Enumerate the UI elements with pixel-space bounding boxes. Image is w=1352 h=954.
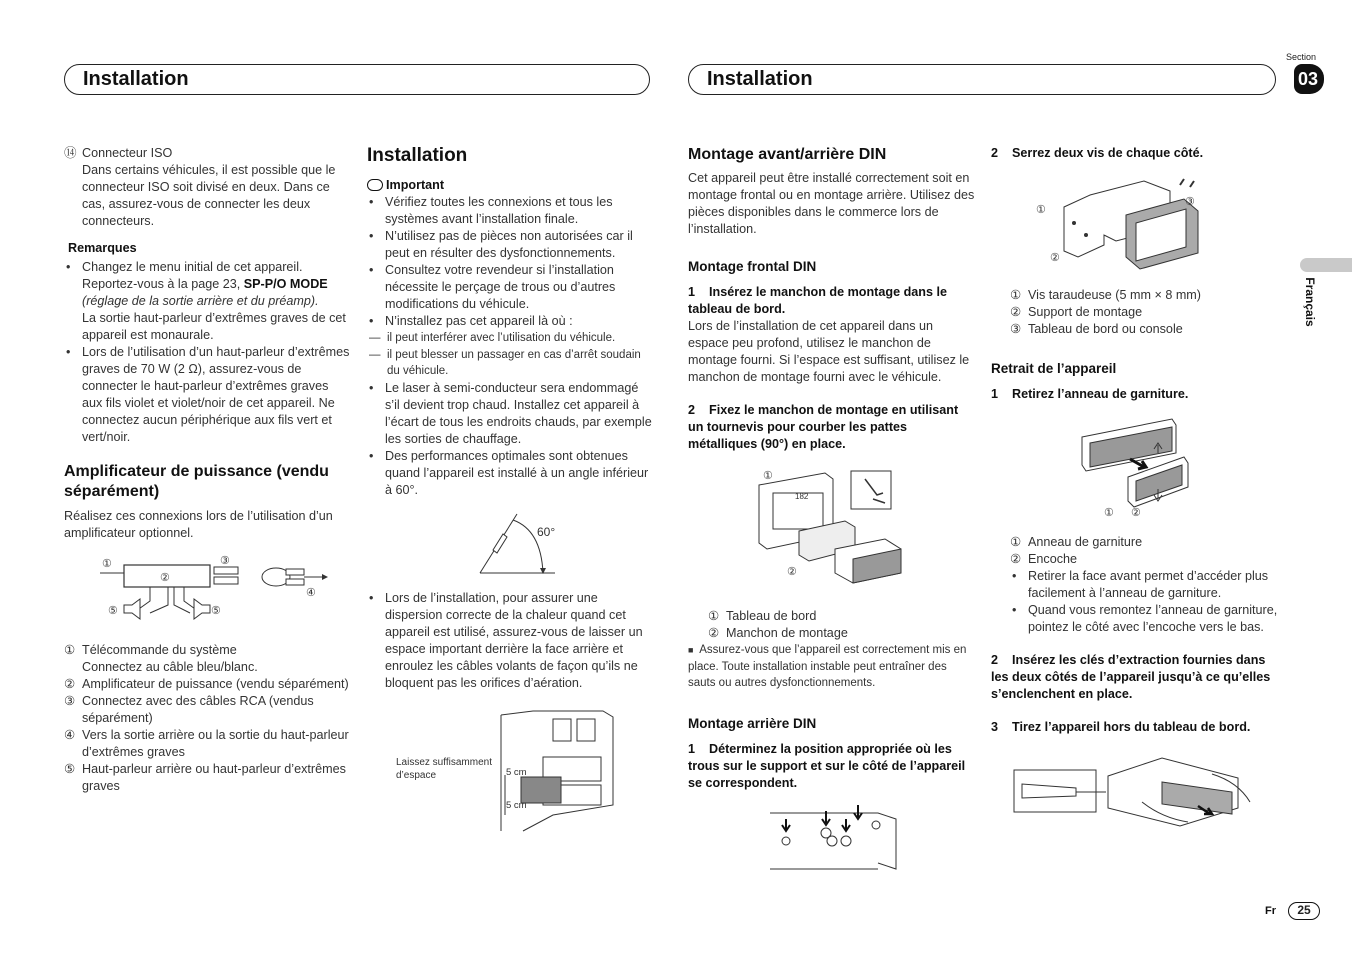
front-legend	[708, 608, 976, 642]
remark-1	[64, 259, 350, 344]
legend-4-num: ④	[64, 728, 76, 742]
ring-bullet-2-text: • Quand vous remontez l’anneau de garniture, pointez le côté avec l’encoche vers le bas.	[1028, 603, 1278, 634]
fig-label-5b: ⑤	[211, 605, 221, 617]
right-header-title: Installation	[707, 68, 813, 90]
remark-1-d: La sortie haut-parleur d’extrêmes graves de cet appareil est monaurale.	[82, 311, 346, 342]
dashboard-space-figure	[393, 705, 623, 835]
item-14-number: ⑭	[64, 146, 77, 160]
ring-bullet-2	[1010, 602, 1280, 636]
front-step-2-text: Fixez le manchon de montage en utilisant un tournevis pour courber les pattes métalliques (90°) en place.	[688, 403, 959, 451]
screw-legend-3-num: ③	[1010, 322, 1022, 336]
hole-1	[782, 837, 790, 845]
screw-legend-2-num: ②	[1010, 305, 1022, 319]
arrow-1	[782, 819, 790, 831]
screw-legend-1-text: Vis taraudeuse (5 mm × 8 mm)	[1028, 288, 1201, 302]
install-bullet-5	[367, 380, 653, 448]
remarks-heading: Remarques	[68, 241, 137, 255]
unit-body-in-dash	[521, 777, 561, 803]
vent-right	[577, 719, 595, 741]
dash-1-text: — il peut interférer avec l’utilisation du véhicule.	[387, 332, 616, 344]
legend-3-num: ③	[64, 694, 76, 708]
removal-step-3	[991, 719, 1281, 736]
column-2	[367, 145, 653, 499]
trim-ring-figure	[1078, 415, 1198, 520]
angle-figure	[475, 510, 565, 580]
front-note-body: Assurez-vous que l’appareil est correctement mis en place. Toute installation instable peut entraîner des sauts ou autres dysfonctionnements.	[688, 644, 967, 689]
important-heading	[367, 176, 653, 194]
col4-step-2-text: Serrez deux vis de chaque côté.	[1012, 146, 1204, 160]
screw-fig-label-1: ①	[1036, 204, 1046, 216]
install-bullet-4	[367, 313, 653, 330]
remark-1-a: Changez le menu initial de cet appareil. Reportez-vous à la page 23,	[82, 260, 303, 291]
front-legend-2-num: ②	[708, 626, 720, 640]
install-bullet-3-text: • Consultez votre revendeur si l’installation nécessite le perçage de trous ou d’autres modifications du véhicule.	[385, 263, 616, 311]
screw-legend-1-num: ①	[1010, 288, 1022, 302]
right-header-bar	[688, 64, 1276, 95]
install-bullet-1-text: • Vérifiez toutes les connexions et tous les systèmes avant l’installation finale.	[385, 195, 613, 226]
screw-fig-label-3: ③	[1185, 196, 1195, 208]
removal-step-3-text: Tirez l’appareil hors du tableau de bord.	[1012, 720, 1251, 734]
left-header-title: Installation	[83, 68, 189, 90]
legend-4-text: Vers la sortie arrière ou la sortie du haut-parleur d’extrêmes graves	[82, 728, 349, 759]
fig-label-2: ②	[160, 572, 170, 584]
removal-step-1-num: 1	[991, 387, 999, 401]
legend-2-text: Amplificateur de puissance (vendu séparément)	[82, 677, 349, 691]
screw-dot-2	[1084, 233, 1088, 237]
arrow-4	[854, 805, 862, 819]
column-2b	[367, 590, 653, 692]
removal-heading: Retrait de l’appareil	[991, 361, 1117, 376]
col4-step-2-num: 2	[991, 146, 999, 160]
front-mount-figure	[755, 465, 905, 595]
rca-plug-3	[286, 569, 304, 575]
left-header-bar	[64, 64, 650, 95]
front-legend-2	[708, 625, 976, 642]
front-legend-1	[708, 608, 976, 625]
section-label: Section	[1286, 52, 1317, 62]
ring-legend	[1010, 534, 1280, 636]
fig-label-5a: ⑤	[108, 605, 118, 617]
removal-step-1-text: Retirez l’anneau de garniture.	[1012, 387, 1189, 401]
item-14-title: Connecteur ISO	[82, 146, 173, 160]
ring-legend-1-num: ①	[1010, 535, 1022, 549]
removal-step-2-text: Insérez les clés d’extraction fournies dans les deux côtés de l’appareil jusqu’à ce qu’elles s’enclenchent en place.	[991, 653, 1271, 701]
extraction-figure	[1012, 752, 1257, 832]
footer-lang: Fr	[1265, 905, 1276, 917]
cm-label-2: 5 cm	[506, 800, 527, 811]
screw-legend-2-text: Support de montage	[1028, 305, 1143, 319]
screw-1	[1180, 179, 1194, 187]
front-step-1	[688, 284, 976, 318]
ring-bullet-1-text: • Retirer la face avant permet d’accéder plus facilement à l’anneau de garniture.	[1028, 569, 1269, 600]
speaker-wire-left2	[150, 587, 168, 613]
dash-1	[369, 330, 653, 347]
ring-legend-2-num: ②	[1010, 552, 1022, 566]
ring-legend-2	[1010, 551, 1280, 568]
note-mark-icon: ■	[688, 645, 694, 655]
front-step-2	[688, 402, 976, 453]
legend-3-text: Connectez avec des câbles RCA (vendus séparément)	[82, 694, 314, 725]
install-bullet-6-text: • Des performances optimales sont obtenues quand l’appareil est installé à un angle inférieur à 60°.	[385, 448, 649, 497]
important-label: Important	[386, 178, 445, 192]
legend-1-text: Télécommande du système	[82, 643, 237, 657]
rca-plug-2	[214, 577, 238, 584]
item-14	[64, 145, 350, 230]
install-bullet-5-text: • Le laser à semi-conducteur sera endommagé s’il devient trop chaud. Installez cet appareil à l’écart de tous les endroits chauds, par exemple les sorties de chauffage.	[385, 380, 652, 446]
removal-step-2-num: 2	[991, 653, 999, 667]
ring-legend-1	[1010, 534, 1280, 551]
ring-bullet-1	[1010, 568, 1280, 602]
remark-1-b: SP-P/O MODE	[243, 277, 328, 291]
legend-1-num: ①	[64, 643, 76, 657]
speaker-left	[124, 599, 140, 619]
section-number: 03	[1298, 69, 1319, 89]
front-step-1-text: Insérez le manchon de montage dans le tableau de bord.	[688, 285, 947, 316]
install-bullet-7	[367, 590, 653, 692]
output-arrowhead	[322, 574, 328, 580]
speaker-wire-right2	[174, 587, 190, 613]
rear-din-section	[688, 715, 976, 792]
unit-slot	[493, 534, 507, 553]
front-legend-2-text: Manchon de montage	[726, 626, 848, 640]
amplifier-legend	[64, 642, 350, 795]
removal-step-1	[991, 386, 1279, 403]
col4-step-2	[991, 145, 1279, 162]
hole-4	[841, 836, 851, 846]
legend-1	[64, 642, 350, 676]
legend-5-num: ⑤	[64, 762, 76, 776]
screw-fig-label-2: ②	[1050, 252, 1060, 264]
front-step-1-num: 1	[688, 285, 696, 299]
ring-legend-1-text: Anneau de garniture	[1028, 535, 1143, 549]
space-label-1: Laissez suffisamment	[396, 757, 492, 768]
important-icon	[367, 179, 383, 191]
remark-1-c: (réglage de la sortie arrière et du préamp).	[82, 294, 319, 308]
rear-mount-figure	[768, 805, 900, 873]
rca-plug-1	[214, 567, 238, 574]
ring-fig-label-1: ①	[1104, 507, 1114, 519]
screw-dot-1	[1072, 221, 1076, 225]
legend-1-text2: Connectez au câble bleu/blanc.	[82, 660, 258, 674]
column-3	[688, 145, 976, 453]
remark-2-text: • Lors de l’utilisation d’un haut-parleur d’extrêmes graves de 70 W (2 Ω), assurez-vous de connecter le haut-parleur d’extrêmes graves aux fils violet et violet/noir de cet appareil. Ne connectez aucun périphérique aux fils vert et vert/noir.	[82, 345, 350, 444]
hole-5	[872, 821, 880, 829]
screw-legend-3	[1010, 321, 1280, 338]
install-bullet-1	[367, 194, 653, 228]
fig-label-4: ④	[306, 587, 316, 599]
hole-3	[827, 836, 837, 846]
fig-label-1: ①	[102, 558, 112, 570]
screw-legend	[1010, 287, 1280, 338]
rear-step-1-num: 1	[688, 742, 696, 756]
legend-2-num: ②	[64, 677, 76, 691]
speaker-right	[194, 599, 210, 619]
legend-4	[64, 727, 350, 761]
install-bullet-6	[367, 448, 653, 499]
amplifier-wiring-figure	[90, 553, 330, 625]
screw-legend-3-text: Tableau de bord ou console	[1028, 322, 1183, 336]
front-note-text	[688, 642, 976, 692]
front-step-2-num: 2	[688, 403, 696, 417]
din-mount-heading: Montage avant/arrière DIN	[688, 146, 887, 163]
rear-step-1	[688, 741, 976, 792]
legend-3	[64, 693, 350, 727]
removal-step-3-num: 3	[991, 720, 999, 734]
front-din-heading: Montage frontal DIN	[688, 259, 817, 274]
legend-5-text: Haut-parleur arrière ou haut-parleur d’extrêmes graves	[82, 762, 346, 793]
front-legend-1-num: ①	[708, 609, 720, 623]
cm-label-1: 5 cm	[506, 767, 527, 778]
front-fig-label-2: ②	[787, 566, 797, 578]
din-mount-intro: Cet appareil peut être installé correctement soit en montage frontal ou en montage arrière. Utilisez des pièces disponibles dans le commerce lors de l’installation.	[688, 171, 975, 236]
column-4	[991, 145, 1279, 162]
section-number-badge	[1294, 64, 1324, 94]
install-bullet-4-text: • N’installez pas cet appareil là où :	[385, 314, 573, 328]
front-step-1-detail: Lors de l’installation de cet appareil dans un espace peu profond, utilisez le manchon de montage fourni. Si l’espace est suffisant, utilisez le manchon de montage fourni avec le véhicule.	[688, 319, 970, 384]
space-label-2: d’espace	[396, 770, 437, 781]
front-note	[688, 642, 976, 692]
vent-left	[553, 719, 571, 741]
screw-mount-figure	[1034, 175, 1209, 270]
front-legend-1-text: Tableau de bord	[726, 609, 817, 623]
install-bullet-2-text: • N’utilisez pas de pièces non autorisées car il peut en résulter des dysfonctionnements.	[385, 229, 633, 260]
remark-1-text	[82, 259, 350, 310]
page-number: 25	[1297, 903, 1311, 917]
rca-plug-4	[286, 579, 304, 585]
fig-label-3: ③	[220, 555, 230, 567]
removal-step-2	[991, 652, 1281, 703]
legend-2	[64, 676, 350, 693]
rear-step-1-text: Déterminez la position appropriée où les trous sur le support et sur le côté de l’appareil se correspondent.	[688, 742, 966, 790]
item-14-text: Dans certains véhicules, il est possible que le connecteur ISO soit divisé en deux. Dans ce cas, assurez-vous de connecter les deux connecteurs.	[82, 163, 336, 228]
language-side-label: Français	[1303, 277, 1317, 327]
removal-steps	[991, 652, 1281, 736]
front-fig-label-1: ①	[763, 470, 773, 482]
legend-5	[64, 761, 350, 795]
ring-legend-2-text: Encoche	[1028, 552, 1078, 566]
install-bullet-3	[367, 262, 653, 313]
install-bullet-2	[367, 228, 653, 262]
installation-heading: Installation	[367, 145, 468, 166]
ring-fig-label-2: ②	[1131, 507, 1141, 519]
screw-legend-2	[1010, 304, 1280, 321]
dash-2-text: — il peut blesser un passager en cas d’arrêt soudain du véhicule.	[387, 348, 641, 377]
amplifier-heading: Amplificateur de puissance (vendu séparément)	[64, 463, 329, 500]
removal-section	[991, 360, 1279, 403]
page-number-badge	[1288, 902, 1320, 920]
angle-label: 60°	[537, 525, 556, 539]
install-bullet-7-text: • Lors de l’installation, pour assurer une dispersion correcte de la chaleur quand cet appareil est utilisé, assurez-vous de laisser un espace important derrière la face arrière et enroulez les câbles volants de façon qu’ils ne bloquent pas les orifices d’aération.	[385, 591, 643, 690]
dash-number: 182	[795, 492, 809, 501]
remark-2	[64, 344, 350, 446]
amplifier-text: Réalisez ces connexions lors de l’utilisation d’un amplificateur optionnel.	[64, 509, 333, 540]
screw-legend-1	[1010, 287, 1280, 304]
rear-din-heading: Montage arrière DIN	[688, 716, 817, 731]
arrow-3	[842, 819, 850, 831]
dash-2	[369, 347, 653, 380]
tool-panel	[851, 471, 891, 509]
column-1	[64, 145, 350, 542]
